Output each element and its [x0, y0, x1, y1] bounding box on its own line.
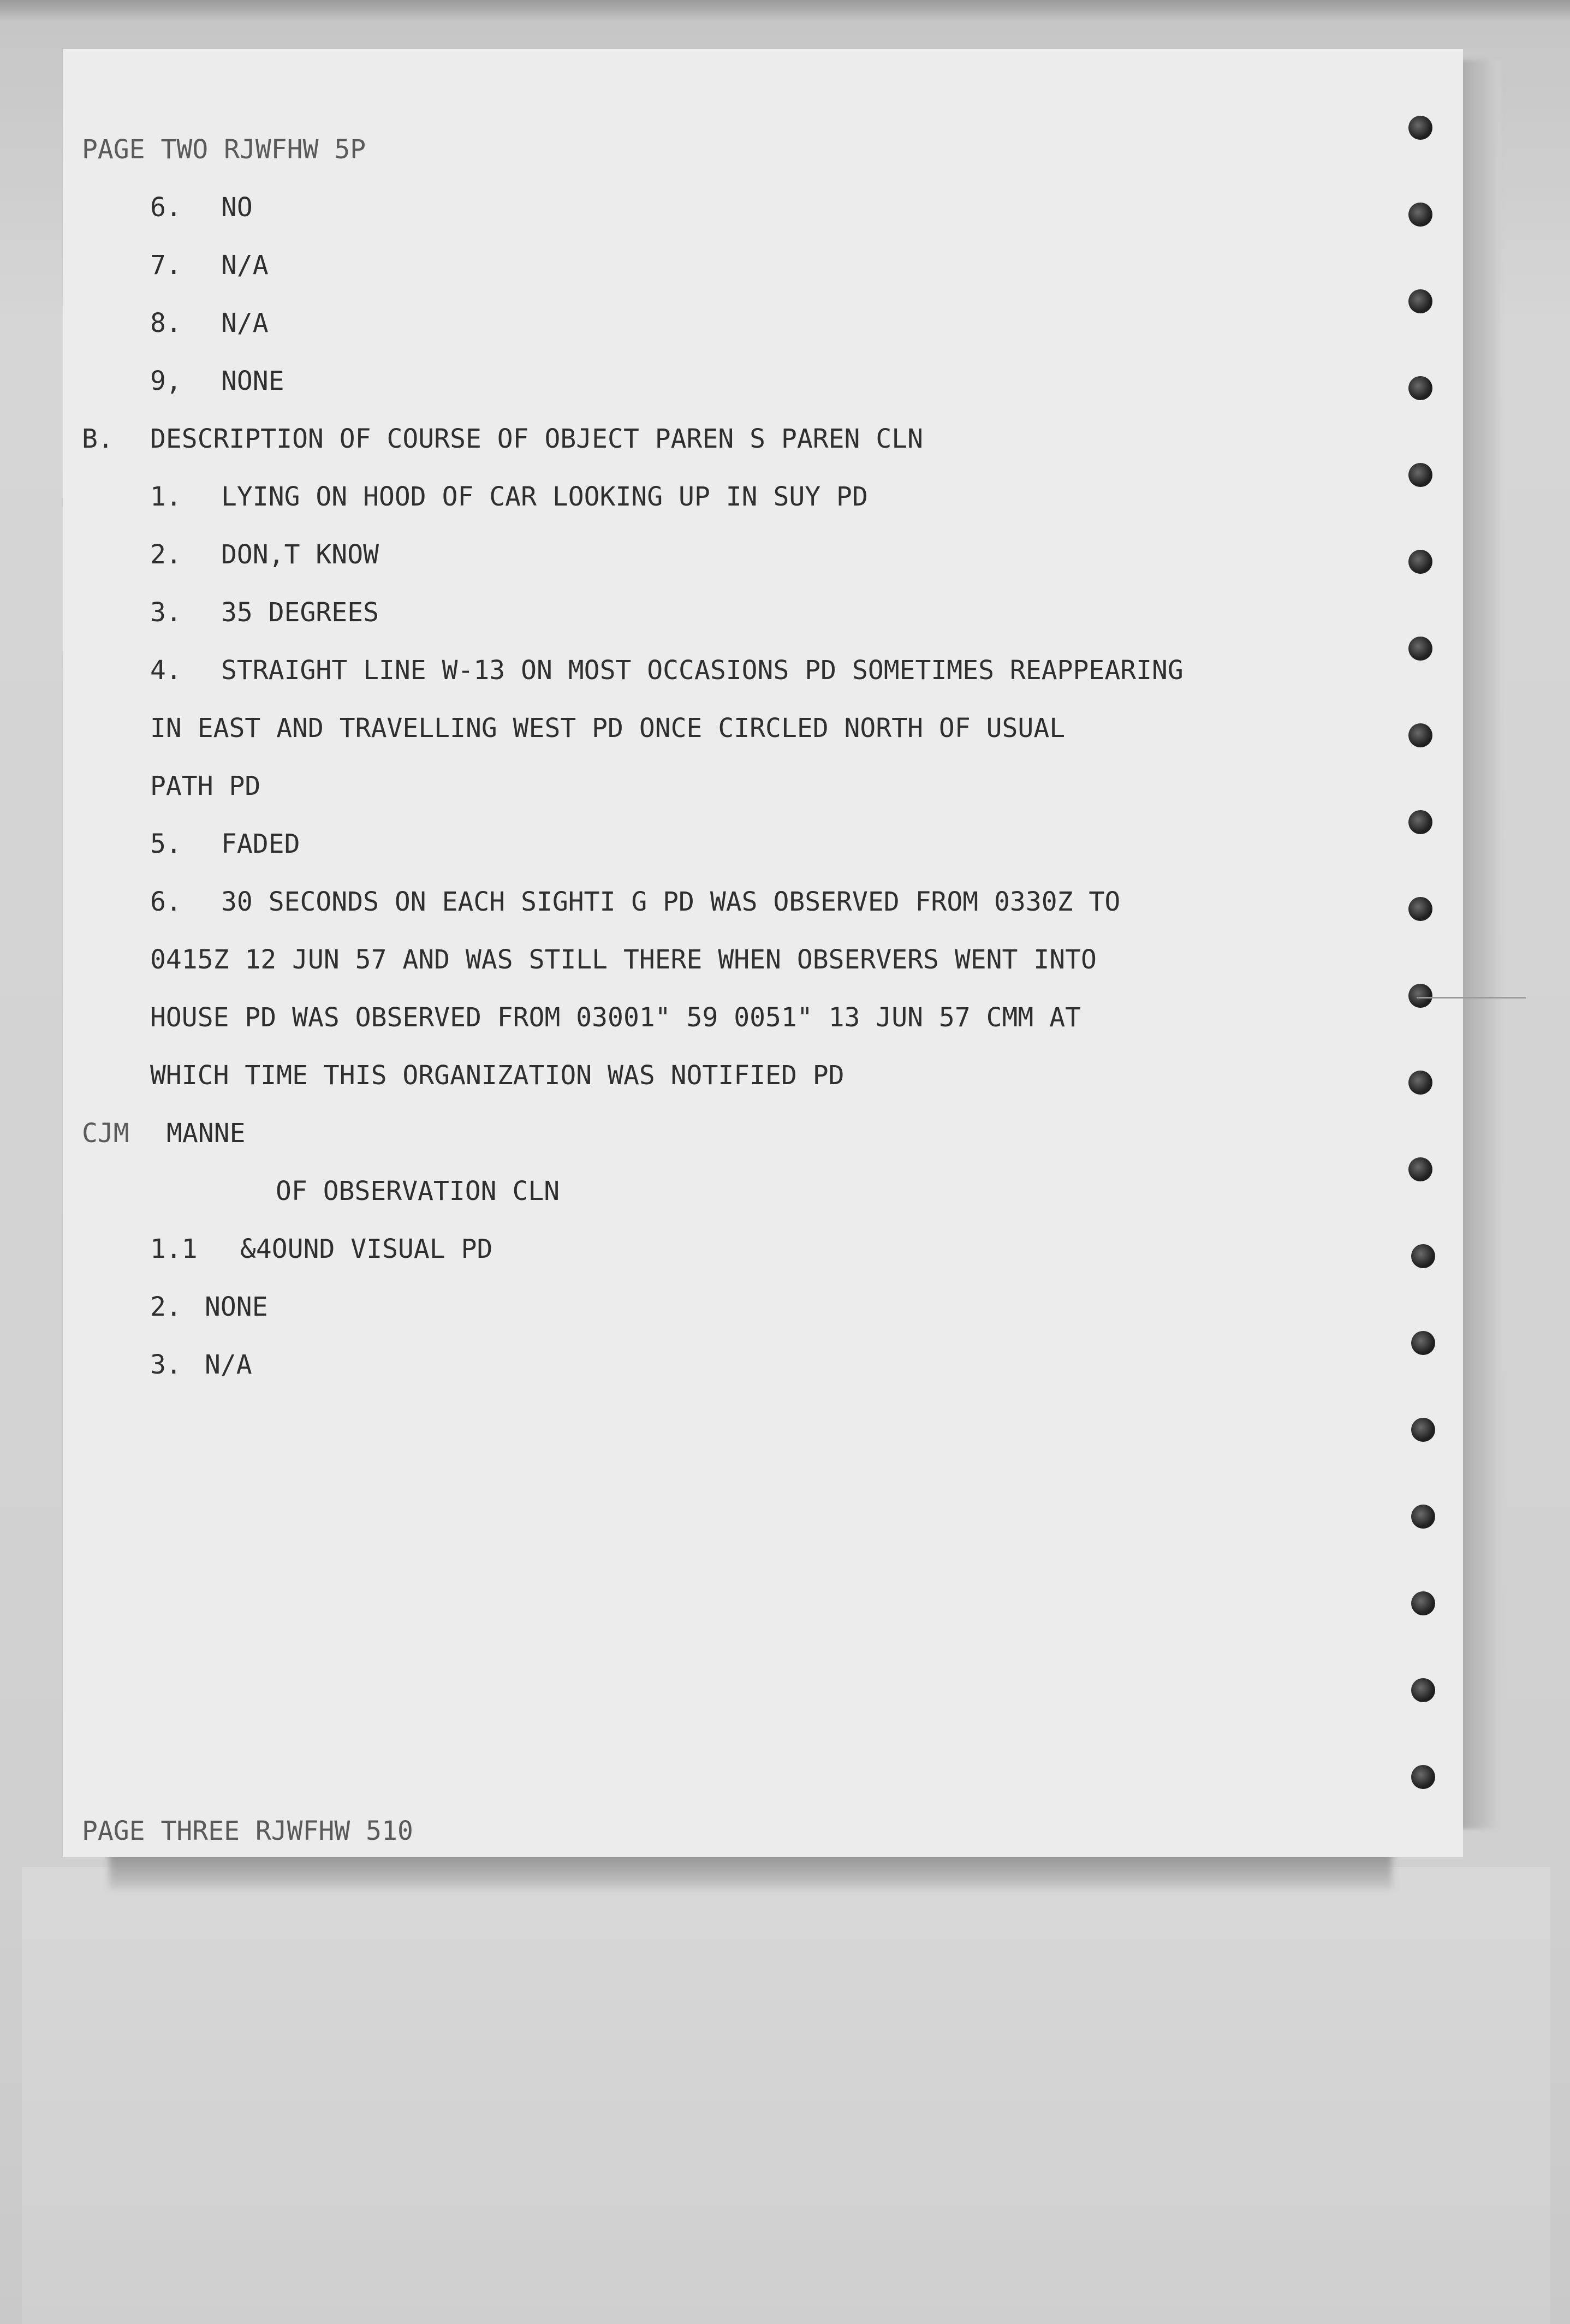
page-header: PAGE TWO RJWFHW 5P: [82, 134, 366, 165]
item-marker: 6.: [150, 192, 182, 223]
item-text: DON,T KNOW: [221, 539, 379, 570]
document-body: [63, 49, 1184, 2128]
item-text: 30 SECONDS ON EACH SIGHTI G PD WAS OBSERVED FROM 0330Z TO: [221, 887, 1121, 917]
item-text: NONE: [205, 1292, 268, 1322]
item-text: N/A: [221, 308, 269, 338]
item-marker: 2.: [150, 539, 182, 570]
item-text: 35 DEGREES: [221, 597, 379, 628]
scanner-bed: [22, 1867, 1550, 2324]
item-text: N/A: [205, 1350, 252, 1380]
item-marker: 1.: [150, 482, 182, 512]
feed-hole-icon: [1408, 376, 1432, 400]
item-text: &4OUND VISUAL PD: [240, 1234, 493, 1264]
feed-hole-icon: [1408, 810, 1432, 834]
feed-hole-icon: [1408, 897, 1432, 921]
continuation-text: WHICH TIME THIS ORGANIZATION WAS NOTIFIED PD: [150, 1060, 845, 1091]
feed-hole-icon: [1411, 1678, 1435, 1702]
item-text: LYING ON HOOD OF CAR LOOKING UP IN SUY PD: [221, 482, 868, 512]
item-marker: 3.: [150, 1350, 182, 1380]
item-marker: 1.1: [150, 1234, 198, 1264]
item-marker: 7.: [150, 250, 182, 281]
feed-hole-icon: [1408, 1071, 1432, 1095]
item-text: NO: [221, 192, 253, 223]
feed-hole-icon: [1411, 1418, 1435, 1442]
teletype-page: [63, 49, 1463, 1857]
feed-hole-icon: [1408, 203, 1432, 227]
feed-hole-icon: [1408, 984, 1432, 1008]
continuation-text: HOUSE PD WAS OBSERVED FROM 03001" 59 0051" 13 JUN 57 CMM AT: [150, 1002, 1081, 1033]
continuation-text: PATH PD: [150, 771, 261, 801]
item-marker: 5.: [150, 829, 182, 859]
feed-hole-icon: [1408, 723, 1432, 747]
feed-hole-icon: [1408, 463, 1432, 487]
paper-edge-shadow: [1456, 60, 1500, 1829]
feed-hole-icon: [1411, 1591, 1435, 1615]
continuation-text: 0415Z 12 JUN 57 AND WAS STILL THERE WHEN OBSERVERS WENT INTO: [150, 944, 1097, 975]
item-text: N/A: [221, 250, 269, 281]
item-marker: 2.: [150, 1292, 182, 1322]
item-marker: 6.: [150, 887, 182, 917]
feed-hole-icon: [1408, 1157, 1432, 1181]
item-text: FADED: [221, 829, 300, 859]
section-marker: B.: [82, 424, 114, 454]
item-marker: 9,: [150, 366, 182, 396]
item-text: STRAIGHT LINE W-13 ON MOST OCCASIONS PD SOMETIMES REAPPEARING: [221, 655, 1184, 686]
section-marker: CJM: [82, 1118, 129, 1149]
feed-hole-icon: [1408, 116, 1432, 140]
perforation-line: [1417, 997, 1526, 998]
section-heading-continuation: OF OBSERVATION CLN: [276, 1176, 560, 1206]
feed-hole-icon: [1408, 289, 1432, 313]
item-text: NONE: [221, 366, 284, 396]
section-heading: MANNE: [166, 1118, 246, 1149]
feed-hole-icon: [1411, 1331, 1435, 1355]
item-marker: 8.: [150, 308, 182, 338]
feed-hole-icon: [1411, 1505, 1435, 1529]
feed-hole-icon: [1408, 550, 1432, 574]
item-marker: 3.: [150, 597, 182, 628]
section-heading: DESCRIPTION OF COURSE OF OBJECT PAREN S PAREN CLN: [150, 424, 924, 454]
feed-hole-icon: [1408, 637, 1432, 661]
page-footer: PAGE THREE RJWFHW 510: [82, 1816, 413, 1846]
continuation-text: IN EAST AND TRAVELLING WEST PD ONCE CIRCLED NORTH OF USUAL: [150, 713, 1066, 744]
feed-hole-icon: [1411, 1244, 1435, 1268]
item-marker: 4.: [150, 655, 182, 686]
feed-hole-icon: [1411, 1765, 1435, 1789]
